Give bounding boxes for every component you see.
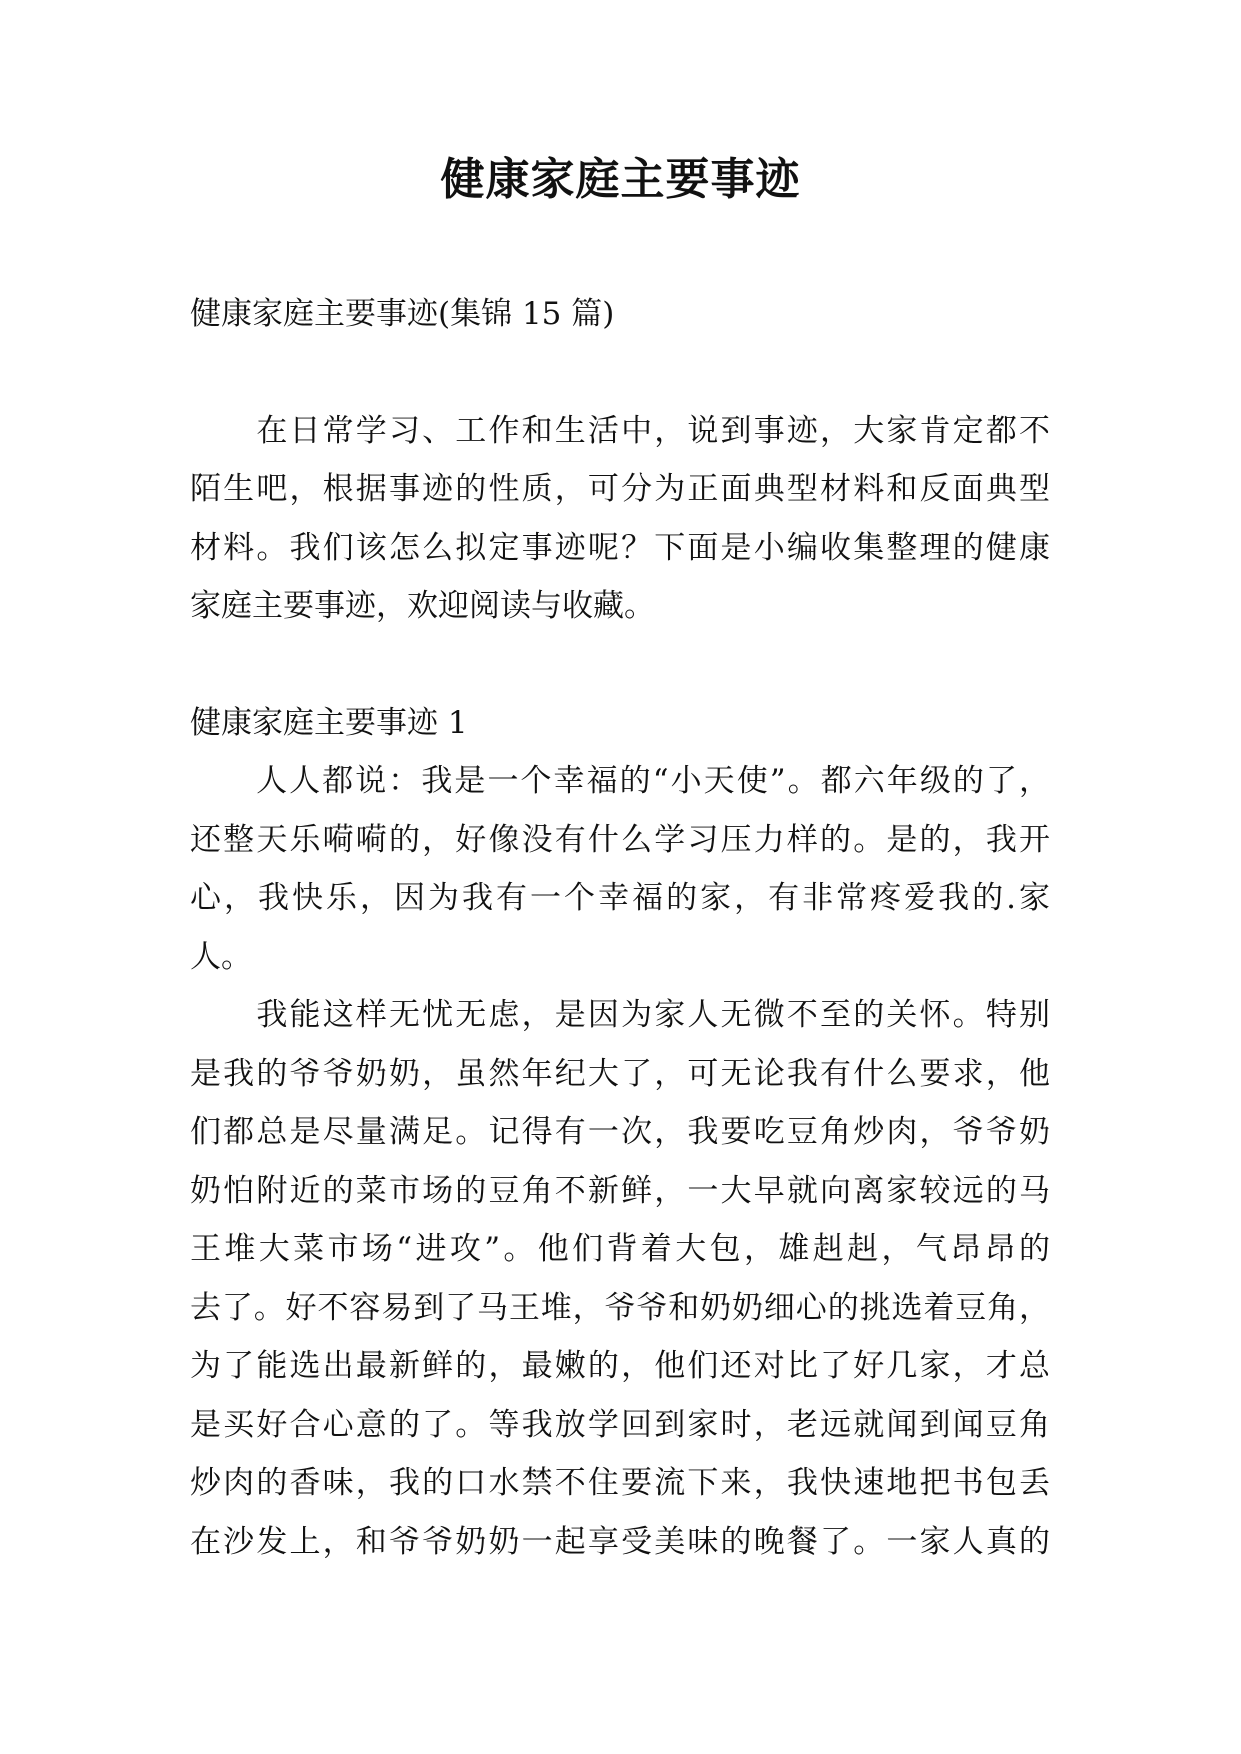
- paragraph-line: 在沙发上，和爷爷奶奶一起享受美味的晚餐了。一家人真的: [190, 1523, 1050, 1560]
- intro-paragraph: [190, 402, 1050, 636]
- paragraph-line: 炒肉的香味，我的口水禁不住要流下来，我快速地把书包丢: [190, 1465, 1050, 1501]
- paragraph-line: 王堆大菜市场“进攻”。他们背着大包，雄赳赳，气昂昂的: [190, 1231, 1050, 1267]
- intro-line: 陌生吧，根据事迹的性质，可分为正面典型材料和反面典型: [190, 471, 1050, 507]
- paragraph-line: 是我的爷爷奶奶，虽然年纪大了，可无论我有什么要求，他: [190, 1055, 1050, 1092]
- paragraph-line: 我能这样无忧无虑，是因为家人无微不至的关怀。特别: [190, 997, 1050, 1033]
- paragraph-line: 们都总是尽量满足。记得有一次，我要吃豆角炒肉，爷爷奶: [190, 1114, 1050, 1150]
- paragraph-line: 奶怕附近的菜市场的豆角不新鲜，一大早就向离家较远的马: [190, 1172, 1050, 1209]
- section-paragraph-2: [190, 986, 1050, 1571]
- document-subtitle: 健康家庭主要事迹(集锦 15 篇): [190, 296, 615, 332]
- section-paragraph-1: [190, 752, 1050, 986]
- paragraph-line: 去了。好不容易到了马王堆，爷爷和奶奶细心的挑选着豆角，: [190, 1289, 1050, 1326]
- intro-line: 材料。我们该怎么拟定事迹呢？下面是小编收集整理的健康: [190, 529, 1050, 566]
- section-heading: 健康家庭主要事迹 1: [190, 704, 468, 741]
- paragraph-line: 是买好合心意的了。等我放学回到家时，老远就闻到闻豆角: [190, 1406, 1050, 1443]
- intro-line: 家庭主要事迹，欢迎阅读与收藏。: [190, 588, 655, 624]
- paragraph-line: 为了能选出最新鲜的，最嫩的，他们还对比了好几家，才总: [190, 1348, 1050, 1384]
- document-body: [190, 285, 1050, 1571]
- paragraph-line: 人人都说：我是一个幸福的“小天使”。都六年级的了，: [190, 763, 1050, 799]
- paragraph-gap: [190, 636, 1050, 694]
- page-title: 健康家庭主要事迹: [440, 154, 801, 205]
- paragraph-line: 心，我快乐，因为我有一个幸福的家，有非常疼爱我的.家: [190, 880, 1050, 916]
- intro-line: 在日常学习、工作和生活中，说到事迹，大家肯定都不: [190, 412, 1050, 449]
- paragraph-line: 还整天乐嗬嗬的，好像没有什么学习压力样的。是的，我开: [190, 821, 1050, 858]
- paragraph-line: 人。: [190, 938, 252, 975]
